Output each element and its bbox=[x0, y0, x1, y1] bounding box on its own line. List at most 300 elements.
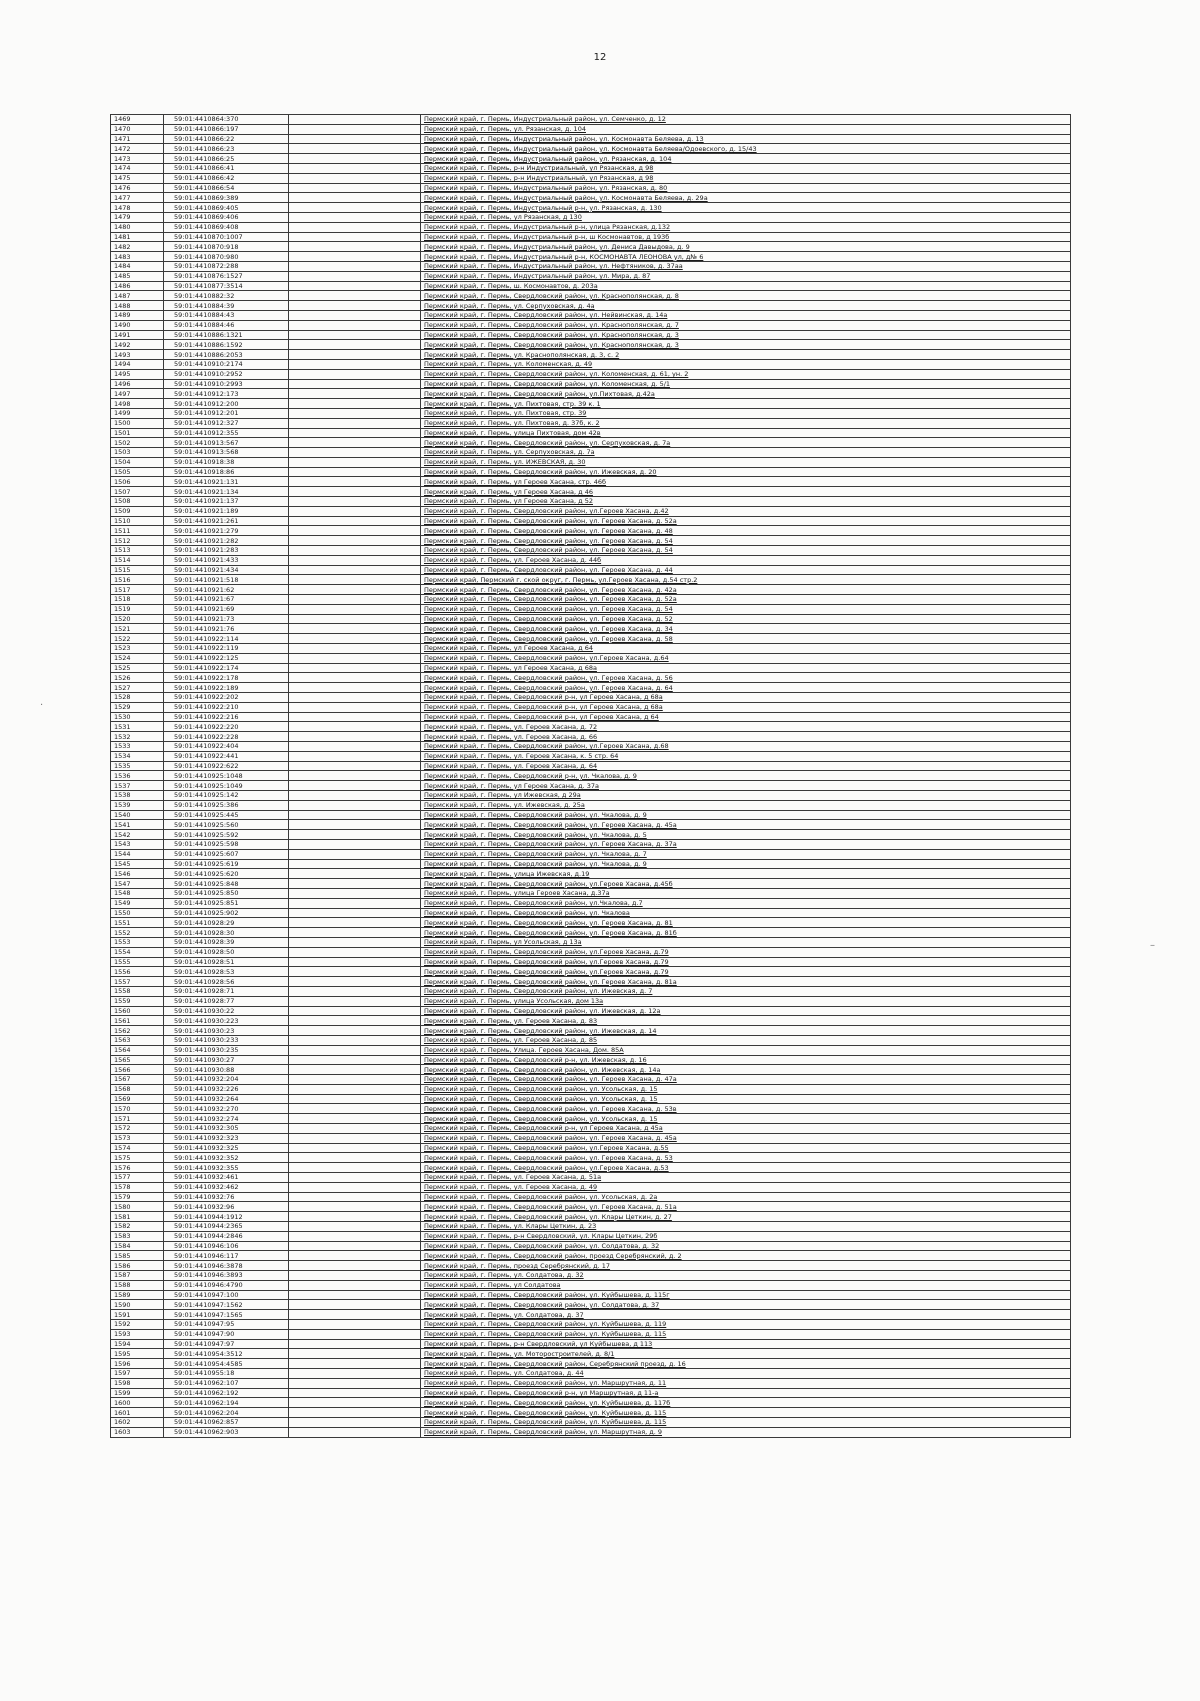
cadastral-number: 59:01:4410870:1007 bbox=[164, 232, 289, 242]
table-row bbox=[111, 1369, 1071, 1379]
address: Пермский край, г. Пермь, Свердловский район, ул. Краснополянская, д. 7 bbox=[421, 320, 1071, 330]
address: Пермский край, г. Пермь, ул. Краснополянская, д. 3, с. 2 bbox=[421, 350, 1071, 360]
empty-cell bbox=[289, 849, 421, 859]
empty-cell bbox=[289, 1261, 421, 1271]
empty-cell bbox=[289, 937, 421, 947]
cadastral-number: 59:01:4410922:125 bbox=[164, 653, 289, 663]
cadastral-number: 59:01:4410930:233 bbox=[164, 1035, 289, 1045]
cadastral-number: 59:01:4410922:404 bbox=[164, 742, 289, 752]
empty-cell bbox=[289, 1016, 421, 1026]
empty-cell bbox=[289, 1192, 421, 1202]
row-number: 1526 bbox=[111, 673, 164, 683]
address: Пермский край, г. Пермь, ул Героев Хасана, д. 37а bbox=[421, 781, 1071, 791]
address: Пермский край, г. Пермь, Индустриальный район, ул. Дениса Давыдова, д. 9 bbox=[421, 242, 1071, 252]
address: Пермский край, г. Пермь, Улица. Героев Хасана, Дом. 85А bbox=[421, 1045, 1071, 1055]
empty-cell bbox=[289, 908, 421, 918]
empty-cell bbox=[289, 1045, 421, 1055]
cadastral-number: 59:01:4410870:918 bbox=[164, 242, 289, 252]
address: Пермский край, г. Пермь, Свердловский район, ул. Ижевская, д. 12а bbox=[421, 1006, 1071, 1016]
address: Пермский край, г. Пермь, Свердловский район, ул. Чкалова bbox=[421, 908, 1071, 918]
cadastral-number: 59:01:4410925:848 bbox=[164, 879, 289, 889]
row-number: 1584 bbox=[111, 1241, 164, 1251]
cadastral-number: 59:01:4410921:261 bbox=[164, 516, 289, 526]
row-number: 1555 bbox=[111, 957, 164, 967]
address: Пермский край, г. Пермь, Свердловский район, ул. Героев Хасана, д. 81б bbox=[421, 928, 1071, 938]
address: Пермский край, г. Пермь, Индустриальный район, ул. Рязанская, д. 104 bbox=[421, 154, 1071, 164]
row-number: 1520 bbox=[111, 614, 164, 624]
empty-cell bbox=[289, 977, 421, 987]
table-row bbox=[111, 1104, 1071, 1114]
table-row bbox=[111, 124, 1071, 134]
address: Пермский край, г. Пермь, Свердловский район, ул. Героев Хасана, д. 45а bbox=[421, 1133, 1071, 1143]
address: Пермский край, г. Пермь, Индустриальный район, ул. Космонавта Беляева, д. 29а bbox=[421, 193, 1071, 203]
table-row bbox=[111, 310, 1071, 320]
row-number: 1478 bbox=[111, 203, 164, 213]
row-number: 1488 bbox=[111, 301, 164, 311]
address: Пермский край, г. Пермь, Свердловский район, ул. Героев Хасана, д. 58 bbox=[421, 634, 1071, 644]
address: Пермский край, г. Пермь, Свердловский район, ул. Ижевская, д. 14 bbox=[421, 1026, 1071, 1036]
row-number: 1514 bbox=[111, 555, 164, 565]
table-row bbox=[111, 879, 1071, 889]
address: Пермский край, г. Пермь, Свердловский район, ул. Усольская, д. 15 bbox=[421, 1084, 1071, 1094]
address: Пермский край, г. Пермь, р-н Свердловский, ул Куйбышева, д 113 bbox=[421, 1339, 1071, 1349]
row-number: 1554 bbox=[111, 947, 164, 957]
table-row bbox=[111, 487, 1071, 497]
address: Пермский край, г. Пермь, Свердловский район, ул. Куйбышева, д. 119 bbox=[421, 1320, 1071, 1330]
cadastral-number: 59:01:4410946:106 bbox=[164, 1241, 289, 1251]
row-number: 1497 bbox=[111, 389, 164, 399]
cadastral-number: 59:01:4410922:228 bbox=[164, 732, 289, 742]
empty-cell bbox=[289, 183, 421, 193]
address: Пермский край, г. Пермь, Свердловский район, ул. Коломенская, д. 61, ун. 2 bbox=[421, 369, 1071, 379]
row-number: 1562 bbox=[111, 1026, 164, 1036]
row-number: 1538 bbox=[111, 790, 164, 800]
empty-cell bbox=[289, 624, 421, 634]
row-number: 1502 bbox=[111, 438, 164, 448]
table-row bbox=[111, 281, 1071, 291]
address: Пермский край, г. Пермь, Свердловский район, Серебрянский проезд, д. 16 bbox=[421, 1359, 1071, 1369]
empty-cell bbox=[289, 839, 421, 849]
row-number: 1551 bbox=[111, 918, 164, 928]
address: Пермский край, г. Пермь, Свердловский район, ул. Героев Хасана, д. 56 bbox=[421, 673, 1071, 683]
cadastral-number: 59:01:4410925:560 bbox=[164, 820, 289, 830]
row-number: 1563 bbox=[111, 1035, 164, 1045]
cadastral-number: 59:01:4410921:67 bbox=[164, 595, 289, 605]
address: Пермский край, г. Пермь, Свердловский р-н, ул. Чкалова, д. 9 bbox=[421, 771, 1071, 781]
address: Пермский край, г. Пермь, р-н Свердловский, ул. Клары Цеткин, 29б bbox=[421, 1231, 1071, 1241]
cadastral-number: 59:01:4410932:274 bbox=[164, 1114, 289, 1124]
row-number: 1564 bbox=[111, 1045, 164, 1055]
address: Пермский край, г. Пермь, ул Ижевская, д 29а bbox=[421, 790, 1071, 800]
table-row bbox=[111, 1202, 1071, 1212]
empty-cell bbox=[289, 389, 421, 399]
address: Пермский край, г. Пермь, ул. Героев Хасана, д. 49 bbox=[421, 1182, 1071, 1192]
address: Пермский край, г. Пермь, Свердловский район, ул. Нейвинская, д. 14а bbox=[421, 310, 1071, 320]
address: Пермский край, г. Пермь, ул. ИЖЕВСКАЯ, д. 30 bbox=[421, 457, 1071, 467]
empty-cell bbox=[289, 1006, 421, 1016]
cadastral-number: 59:01:4410876:1527 bbox=[164, 271, 289, 281]
registry-table bbox=[110, 114, 1071, 1438]
row-number: 1599 bbox=[111, 1388, 164, 1398]
address: Пермский край, г. Пермь, Свердловский район, ул. Маршрутная, д. 11 bbox=[421, 1378, 1071, 1388]
row-number: 1504 bbox=[111, 457, 164, 467]
empty-cell bbox=[289, 124, 421, 134]
row-number: 1549 bbox=[111, 898, 164, 908]
row-number: 1513 bbox=[111, 546, 164, 556]
address: Пермский край, г. Пермь, Свердловский район, ул. Чкалова, д. 9 bbox=[421, 810, 1071, 820]
cadastral-number: 59:01:4410921:433 bbox=[164, 555, 289, 565]
table-row bbox=[111, 928, 1071, 938]
empty-cell bbox=[289, 781, 421, 791]
address: Пермский край, г. Пермь, Свердловский район, ул. Героев Хасана, д. 51а bbox=[421, 1202, 1071, 1212]
empty-cell bbox=[289, 418, 421, 428]
cadastral-number: 59:01:4410932:461 bbox=[164, 1173, 289, 1183]
address: Пермский край, г. Пермь, ул Солдатова bbox=[421, 1280, 1071, 1290]
address: Пермский край, г. Пермь, ул Рязанская, д 130 bbox=[421, 212, 1071, 222]
row-number: 1500 bbox=[111, 418, 164, 428]
row-number: 1517 bbox=[111, 585, 164, 595]
row-number: 1536 bbox=[111, 771, 164, 781]
table-row bbox=[111, 448, 1071, 458]
table-row bbox=[111, 1261, 1071, 1271]
table-row bbox=[111, 457, 1071, 467]
empty-cell bbox=[289, 222, 421, 232]
cadastral-number: 59:01:4410947:1565 bbox=[164, 1310, 289, 1320]
address: Пермский край, г. Пермь, Свердловский район, ул. Героев Хасана, д. 37а bbox=[421, 839, 1071, 849]
table-row bbox=[111, 1408, 1071, 1418]
row-number: 1556 bbox=[111, 967, 164, 977]
address: Пермский край, г. Пермь, Свердловский район, ул. Героев Хасана, д. 45а bbox=[421, 820, 1071, 830]
address: Пермский край, г. Пермь, Индустриальный р-н, ул. Рязанская, д. 130 bbox=[421, 203, 1071, 213]
row-number: 1570 bbox=[111, 1104, 164, 1114]
table-row bbox=[111, 595, 1071, 605]
cadastral-number: 59:01:4410913:567 bbox=[164, 438, 289, 448]
address: Пермский край, г. Пермь, Свердловский район, ул. Героев Хасана, д. 42а bbox=[421, 585, 1071, 595]
cadastral-number: 59:01:4410930:223 bbox=[164, 1016, 289, 1026]
cadastral-number: 59:01:4410954:3512 bbox=[164, 1349, 289, 1359]
empty-cell bbox=[289, 575, 421, 585]
table-row bbox=[111, 624, 1071, 634]
address: Пермский край, г. Пермь, Свердловский район, ул. Героев Хасана, д. 54 bbox=[421, 536, 1071, 546]
row-number: 1515 bbox=[111, 565, 164, 575]
cadastral-number: 59:01:4410930:235 bbox=[164, 1045, 289, 1055]
address: Пермский край, г. Пермь, Свердловский район, ул. Героев Хасана, д. 53в bbox=[421, 1104, 1071, 1114]
row-number: 1499 bbox=[111, 408, 164, 418]
empty-cell bbox=[289, 1212, 421, 1222]
empty-cell bbox=[289, 1143, 421, 1153]
table-row bbox=[111, 555, 1071, 565]
cadastral-number: 59:01:4410962:204 bbox=[164, 1408, 289, 1418]
table-row bbox=[111, 1349, 1071, 1359]
address: Пермский край, г. Пермь, Свердловский район, ул. Героев Хасана, д. 52а bbox=[421, 516, 1071, 526]
empty-cell bbox=[289, 350, 421, 360]
cadastral-number: 59:01:4410910:2952 bbox=[164, 369, 289, 379]
empty-cell bbox=[289, 1133, 421, 1143]
row-number: 1595 bbox=[111, 1349, 164, 1359]
table-row bbox=[111, 1173, 1071, 1183]
row-number: 1512 bbox=[111, 536, 164, 546]
row-number: 1476 bbox=[111, 183, 164, 193]
table-row bbox=[111, 115, 1071, 125]
table-row bbox=[111, 1153, 1071, 1163]
row-number: 1508 bbox=[111, 497, 164, 507]
table-row bbox=[111, 438, 1071, 448]
cadastral-number: 59:01:4410925:607 bbox=[164, 849, 289, 859]
row-number: 1600 bbox=[111, 1398, 164, 1408]
table-row bbox=[111, 252, 1071, 262]
table-row bbox=[111, 839, 1071, 849]
empty-cell bbox=[289, 134, 421, 144]
empty-cell bbox=[289, 242, 421, 252]
address: Пермский край, г. Пермь, Свердловский район, ул.Пихтовая, д.42а bbox=[421, 389, 1071, 399]
empty-cell bbox=[289, 1378, 421, 1388]
row-number: 1543 bbox=[111, 839, 164, 849]
empty-cell bbox=[289, 408, 421, 418]
cadastral-number: 59:01:4410928:39 bbox=[164, 937, 289, 947]
cadastral-number: 59:01:4410921:131 bbox=[164, 477, 289, 487]
table-row bbox=[111, 585, 1071, 595]
empty-cell bbox=[289, 555, 421, 565]
table-row bbox=[111, 359, 1071, 369]
row-number: 1529 bbox=[111, 702, 164, 712]
cadastral-number: 59:01:4410928:53 bbox=[164, 967, 289, 977]
address: Пермский край, г. Пермь, Свердловский район, ул.Героев Хасана, д.79 bbox=[421, 947, 1071, 957]
address: Пермский край, г. Пермь, ул. Героев Хасана, д. 85 bbox=[421, 1035, 1071, 1045]
row-number: 1491 bbox=[111, 330, 164, 340]
row-number: 1545 bbox=[111, 859, 164, 869]
cadastral-number: 59:01:4410866:197 bbox=[164, 124, 289, 134]
empty-cell bbox=[289, 722, 421, 732]
empty-cell bbox=[289, 1349, 421, 1359]
row-number: 1575 bbox=[111, 1153, 164, 1163]
empty-cell bbox=[289, 830, 421, 840]
table-row bbox=[111, 1290, 1071, 1300]
address: Пермский край, г. Пермь, ул. Клары Цеткин, д. 23 bbox=[421, 1222, 1071, 1232]
empty-cell bbox=[289, 595, 421, 605]
table-row bbox=[111, 967, 1071, 977]
table-row bbox=[111, 536, 1071, 546]
table-row bbox=[111, 937, 1071, 947]
empty-cell bbox=[289, 742, 421, 752]
row-number: 1492 bbox=[111, 340, 164, 350]
row-number: 1589 bbox=[111, 1290, 164, 1300]
empty-cell bbox=[289, 1182, 421, 1192]
empty-cell bbox=[289, 379, 421, 389]
empty-cell bbox=[289, 546, 421, 556]
row-number: 1583 bbox=[111, 1231, 164, 1241]
table-row bbox=[111, 222, 1071, 232]
cadastral-number: 59:01:4410925:1048 bbox=[164, 771, 289, 781]
cadastral-number: 59:01:4410921:282 bbox=[164, 536, 289, 546]
cadastral-number: 59:01:4410921:189 bbox=[164, 506, 289, 516]
empty-cell bbox=[289, 1231, 421, 1241]
address: Пермский край, г. Пермь, Свердловский район, ул. Усольская, д. 15 bbox=[421, 1114, 1071, 1124]
row-number: 1481 bbox=[111, 232, 164, 242]
cadastral-number: 59:01:4410932:323 bbox=[164, 1133, 289, 1143]
table-row bbox=[111, 1222, 1071, 1232]
empty-cell bbox=[289, 702, 421, 712]
empty-cell bbox=[289, 330, 421, 340]
table-row bbox=[111, 869, 1071, 879]
address: Пермский край, г. Пермь, Свердловский район, ул. Героев Хасана, д. 64 bbox=[421, 683, 1071, 693]
row-number: 1590 bbox=[111, 1300, 164, 1310]
row-number: 1530 bbox=[111, 712, 164, 722]
empty-cell bbox=[289, 820, 421, 830]
empty-cell bbox=[289, 1339, 421, 1349]
cadastral-number: 59:01:4410921:137 bbox=[164, 497, 289, 507]
empty-cell bbox=[289, 301, 421, 311]
row-number: 1472 bbox=[111, 144, 164, 154]
address: Пермский край, г. Пермь, Свердловский район, ул. Чкалова, д. 5 bbox=[421, 830, 1071, 840]
cadastral-number: 59:01:4410944:2365 bbox=[164, 1222, 289, 1232]
cadastral-number: 59:01:4410918:86 bbox=[164, 467, 289, 477]
row-number: 1524 bbox=[111, 653, 164, 663]
empty-cell bbox=[289, 1222, 421, 1232]
cadastral-number: 59:01:4410930:22 bbox=[164, 1006, 289, 1016]
table-row bbox=[111, 673, 1071, 683]
row-number: 1553 bbox=[111, 937, 164, 947]
empty-cell bbox=[289, 252, 421, 262]
row-number: 1571 bbox=[111, 1114, 164, 1124]
empty-cell bbox=[289, 967, 421, 977]
empty-cell bbox=[289, 526, 421, 536]
table-row bbox=[111, 1055, 1071, 1065]
row-number: 1544 bbox=[111, 849, 164, 859]
empty-cell bbox=[289, 712, 421, 722]
empty-cell bbox=[289, 271, 421, 281]
table-row bbox=[111, 908, 1071, 918]
empty-cell bbox=[289, 1104, 421, 1114]
table-row bbox=[111, 1163, 1071, 1173]
cadastral-number: 59:01:4410932:305 bbox=[164, 1124, 289, 1134]
row-number: 1470 bbox=[111, 124, 164, 134]
address: Пермский край, г. Пермь, Индустриальный район, ул. Мира, д. 87 bbox=[421, 271, 1071, 281]
address: Пермский край, г. Пермь, Индустриальный район, ул. Космонавта Беляева/Одоевского, д. 15/43 bbox=[421, 144, 1071, 154]
empty-cell bbox=[289, 771, 421, 781]
row-number: 1480 bbox=[111, 222, 164, 232]
address: Пермский край, г. Пермь, проезд Серебрянский, д. 17 bbox=[421, 1261, 1071, 1271]
table-row bbox=[111, 1075, 1071, 1085]
cadastral-number: 59:01:4410913:568 bbox=[164, 448, 289, 458]
table-row bbox=[111, 163, 1071, 173]
empty-cell bbox=[289, 428, 421, 438]
address: Пермский край, г. Пермь, Свердловский район, проезд Серебрянский, д. 2 bbox=[421, 1251, 1071, 1261]
empty-cell bbox=[289, 448, 421, 458]
address: Пермский край, г. Пермь, Свердловский р-н, ул Маршрутная, д 11-а bbox=[421, 1388, 1071, 1398]
empty-cell bbox=[289, 644, 421, 654]
row-number: 1486 bbox=[111, 281, 164, 291]
row-number: 1540 bbox=[111, 810, 164, 820]
empty-cell bbox=[289, 810, 421, 820]
cadastral-number: 59:01:4410866:25 bbox=[164, 154, 289, 164]
table-row bbox=[111, 771, 1071, 781]
empty-cell bbox=[289, 232, 421, 242]
table-row bbox=[111, 1084, 1071, 1094]
cadastral-number: 59:01:4410882:32 bbox=[164, 291, 289, 301]
cadastral-number: 59:01:4410928:50 bbox=[164, 947, 289, 957]
empty-cell bbox=[289, 1280, 421, 1290]
cadastral-number: 59:01:4410928:30 bbox=[164, 928, 289, 938]
row-number: 1573 bbox=[111, 1133, 164, 1143]
empty-cell bbox=[289, 193, 421, 203]
address: Пермский край, г. Пермь, Свердловский район, ул. Куйбышева, д. 115 bbox=[421, 1329, 1071, 1339]
table-row bbox=[111, 330, 1071, 340]
row-number: 1496 bbox=[111, 379, 164, 389]
row-number: 1561 bbox=[111, 1016, 164, 1026]
empty-cell bbox=[289, 879, 421, 889]
table-row bbox=[111, 399, 1071, 409]
cadastral-number: 59:01:4410866:23 bbox=[164, 144, 289, 154]
table-row bbox=[111, 761, 1071, 771]
cadastral-number: 59:01:4410910:2993 bbox=[164, 379, 289, 389]
cadastral-number: 59:01:4410925:142 bbox=[164, 790, 289, 800]
table-row bbox=[111, 575, 1071, 585]
empty-cell bbox=[289, 1290, 421, 1300]
row-number: 1601 bbox=[111, 1408, 164, 1418]
table-row bbox=[111, 986, 1071, 996]
table-row bbox=[111, 350, 1071, 360]
table-row bbox=[111, 604, 1071, 614]
cadastral-number: 59:01:4410912:200 bbox=[164, 399, 289, 409]
row-number: 1581 bbox=[111, 1212, 164, 1222]
address: Пермский край, г. Пермь, Свердловский район, ул. Героев Хасана, д. 52а bbox=[421, 595, 1071, 605]
empty-cell bbox=[289, 859, 421, 869]
cadastral-number: 59:01:4410864:370 bbox=[164, 115, 289, 125]
address: Пермский край, г. Пермь, Свердловский район, ул.Героев Хасана, д.55 bbox=[421, 1143, 1071, 1153]
address: Пермский край, г. Пермь, Свердловский район, ул.Чкалова, д.7 bbox=[421, 898, 1071, 908]
row-number: 1519 bbox=[111, 604, 164, 614]
scan-artifact: – bbox=[1150, 940, 1155, 951]
empty-cell bbox=[289, 1427, 421, 1437]
row-number: 1489 bbox=[111, 310, 164, 320]
row-number: 1560 bbox=[111, 1006, 164, 1016]
cadastral-number: 59:01:4410922:441 bbox=[164, 751, 289, 761]
cadastral-number: 59:01:4410870:980 bbox=[164, 252, 289, 262]
row-number: 1493 bbox=[111, 350, 164, 360]
address: Пермский край, г. Пермь, ул. Солдатова, д. 32 bbox=[421, 1271, 1071, 1281]
empty-cell bbox=[289, 898, 421, 908]
table-row bbox=[111, 614, 1071, 624]
row-number: 1523 bbox=[111, 644, 164, 654]
empty-cell bbox=[289, 291, 421, 301]
cadastral-number: 59:01:4410922:202 bbox=[164, 693, 289, 703]
row-number: 1576 bbox=[111, 1163, 164, 1173]
cadastral-number: 59:01:4410947:100 bbox=[164, 1290, 289, 1300]
empty-cell bbox=[289, 869, 421, 879]
empty-cell bbox=[289, 888, 421, 898]
empty-cell bbox=[289, 340, 421, 350]
row-number: 1534 bbox=[111, 751, 164, 761]
row-number: 1580 bbox=[111, 1202, 164, 1212]
address: Пермский край, г. Пермь, улица Пихтовая, дом 42в bbox=[421, 428, 1071, 438]
empty-cell bbox=[289, 986, 421, 996]
row-number: 1507 bbox=[111, 487, 164, 497]
cadastral-number: 59:01:4410912:327 bbox=[164, 418, 289, 428]
row-number: 1537 bbox=[111, 781, 164, 791]
address: Пермский край, г. Пермь, ул Героев Хасана, д 46 bbox=[421, 487, 1071, 497]
table-row bbox=[111, 683, 1071, 693]
row-number: 1596 bbox=[111, 1359, 164, 1369]
cadastral-number: 59:01:4410922:114 bbox=[164, 634, 289, 644]
cadastral-number: 59:01:4410922:178 bbox=[164, 673, 289, 683]
table-row bbox=[111, 1124, 1071, 1134]
table-row bbox=[111, 1094, 1071, 1104]
table-row bbox=[111, 134, 1071, 144]
table-row bbox=[111, 957, 1071, 967]
cadastral-number: 59:01:4410962:857 bbox=[164, 1417, 289, 1427]
table-row bbox=[111, 154, 1071, 164]
table-row bbox=[111, 653, 1071, 663]
